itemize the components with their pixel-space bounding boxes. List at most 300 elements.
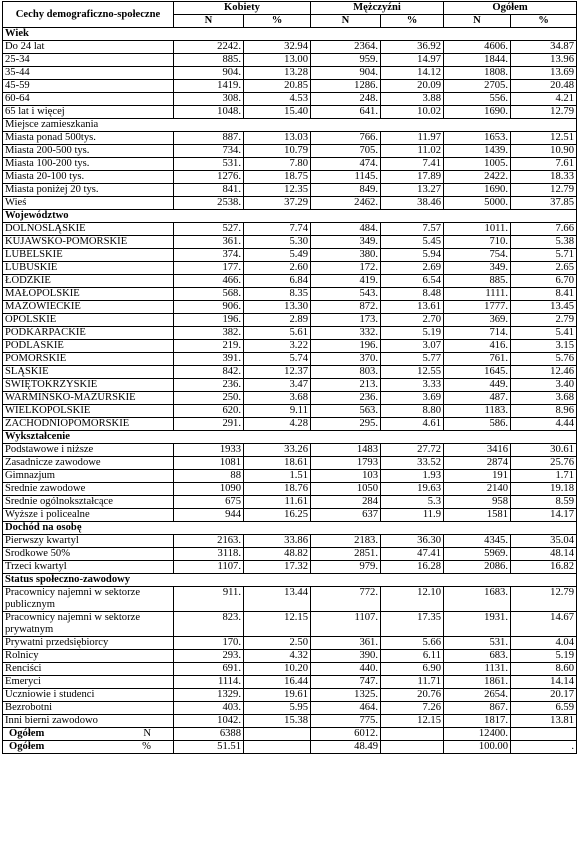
- table-row: [3, 301, 577, 314]
- row-value: 3.07: [381, 340, 444, 353]
- row-label: Bezrobotni: [3, 702, 174, 715]
- row-value: 17.89: [381, 171, 444, 184]
- row-value: 1081: [174, 457, 244, 470]
- row-value: 7.80: [244, 158, 311, 171]
- row-label: ŁÓDZKIE: [3, 275, 174, 288]
- row-value: 7.41: [381, 158, 444, 171]
- row-value: 1.93: [381, 470, 444, 483]
- row-label: Gimnazjum: [3, 470, 174, 483]
- row-value: 361.: [174, 236, 244, 249]
- row-value: 3.68: [244, 392, 311, 405]
- row-value: 3.88: [381, 93, 444, 106]
- row-label: LUBELSKIE: [3, 249, 174, 262]
- row-value: 170.: [174, 637, 244, 650]
- row-value: 14.14: [511, 676, 577, 689]
- row-value: 675: [174, 496, 244, 509]
- row-value: 2.60: [244, 262, 311, 275]
- row-label: WARMIŃSKO-MAZURSKIE: [3, 392, 174, 405]
- row-label: Środkowe 50%: [3, 548, 174, 561]
- row-label: Miasta 20-100 tys.: [3, 171, 174, 184]
- row-value: 5.49: [244, 249, 311, 262]
- row-value: 1048.: [174, 106, 244, 119]
- row-value: 1131.: [444, 663, 511, 676]
- row-value: 32.94: [244, 41, 311, 54]
- row-value: 12.51: [511, 132, 577, 145]
- row-value: 4.61: [381, 418, 444, 431]
- totals-value: 6012.: [311, 728, 381, 741]
- section-title: Status społeczno-zawodowy: [3, 574, 577, 587]
- header-group-women: Kobiety: [174, 2, 311, 15]
- row-value: 11.9: [381, 509, 444, 522]
- row-value: 1690.: [444, 106, 511, 119]
- row-value: 714.: [444, 327, 511, 340]
- row-label: ŚLĄSKIE: [3, 366, 174, 379]
- row-value: 380.: [311, 249, 381, 262]
- row-value: 6.84: [244, 275, 311, 288]
- row-label: Średnie ogólnokształcące: [3, 496, 174, 509]
- row-value: 4345.: [444, 535, 511, 548]
- row-label: 65 lat i więcej: [3, 106, 174, 119]
- row-value: 13.03: [244, 132, 311, 145]
- row-label: Pracownicy najemni w sektorze publicznym: [3, 587, 174, 612]
- row-value: 1.51: [244, 470, 311, 483]
- row-value: 2851.: [311, 548, 381, 561]
- row-value: 12.79: [511, 587, 577, 612]
- row-value: 12.15: [244, 612, 311, 637]
- row-value: 2874: [444, 457, 511, 470]
- row-value: 5.77: [381, 353, 444, 366]
- row-value: 563.: [311, 405, 381, 418]
- row-value: 12.15: [381, 715, 444, 728]
- totals-value: 12400.: [444, 728, 511, 741]
- table-row: [3, 145, 577, 158]
- section-header-row: [3, 28, 577, 41]
- row-value: 391.: [174, 353, 244, 366]
- totals-value: 48.49: [311, 741, 381, 754]
- totals-label-text: Ogółem: [9, 728, 45, 739]
- row-value: 1793: [311, 457, 381, 470]
- row-value: 295.: [311, 418, 381, 431]
- row-value: 2462.: [311, 197, 381, 210]
- row-value: 484.: [311, 223, 381, 236]
- row-value: 1111.: [444, 288, 511, 301]
- table-row: [3, 197, 577, 210]
- row-value: 1419.: [174, 80, 244, 93]
- demographics-table: [2, 1, 577, 754]
- header-pct: %: [511, 15, 577, 28]
- row-label: 35-44: [3, 67, 174, 80]
- row-label: 25-34: [3, 54, 174, 67]
- row-value: 236.: [311, 392, 381, 405]
- row-value: 47.41: [381, 548, 444, 561]
- row-label: Miasta ponad 500tys.: [3, 132, 174, 145]
- row-value: 2.79: [511, 314, 577, 327]
- row-value: 2654.: [444, 689, 511, 702]
- section-title: Dochód na osobę: [3, 522, 577, 535]
- row-label: Emeryci: [3, 676, 174, 689]
- row-value: 196.: [311, 340, 381, 353]
- row-label: Inni bierni zawodowo: [3, 715, 174, 728]
- row-value: 236.: [174, 379, 244, 392]
- row-value: 2538.: [174, 197, 244, 210]
- header-row-groups: [3, 2, 577, 15]
- totals-label-text: Ogółem: [9, 741, 45, 752]
- row-value: 374.: [174, 249, 244, 262]
- row-value: 1329.: [174, 689, 244, 702]
- row-label: Miasta 100-200 tys.: [3, 158, 174, 171]
- table-row: [3, 509, 577, 522]
- row-value: 3.40: [511, 379, 577, 392]
- table-row: [3, 650, 577, 663]
- table-row: [3, 223, 577, 236]
- totals-value: 6388: [174, 728, 244, 741]
- row-value: 772.: [311, 587, 381, 612]
- row-value: 5.30: [244, 236, 311, 249]
- row-value: 5.19: [511, 650, 577, 663]
- row-value: 1107.: [174, 561, 244, 574]
- row-label: Trzeci kwartyl: [3, 561, 174, 574]
- table-row: [3, 715, 577, 728]
- row-label: LUBUSKIE: [3, 262, 174, 275]
- row-value: 691.: [174, 663, 244, 676]
- section-title: Wykształcenie: [3, 431, 577, 444]
- table-row: [3, 353, 577, 366]
- row-value: 1011.: [444, 223, 511, 236]
- row-value: 842.: [174, 366, 244, 379]
- row-value: 1114.: [174, 676, 244, 689]
- row-value: 5.3: [381, 496, 444, 509]
- row-value: 3.22: [244, 340, 311, 353]
- header-n: N: [174, 15, 244, 28]
- table-row: [3, 457, 577, 470]
- row-value: 1286.: [311, 80, 381, 93]
- row-value: 191: [444, 470, 511, 483]
- row-value: 944: [174, 509, 244, 522]
- row-label: MAZOWIECKIE: [3, 301, 174, 314]
- row-value: 2086.: [444, 561, 511, 574]
- row-value: 1817.: [444, 715, 511, 728]
- row-value: 1683.: [444, 587, 511, 612]
- section-title: Wiek: [3, 28, 577, 41]
- table-row: [3, 132, 577, 145]
- row-value: 12.10: [381, 587, 444, 612]
- row-value: 13.81: [511, 715, 577, 728]
- row-value: 13.00: [244, 54, 311, 67]
- row-value: 5.45: [381, 236, 444, 249]
- totals-value: [381, 741, 444, 754]
- row-value: 18.61: [244, 457, 311, 470]
- row-value: 2140: [444, 483, 511, 496]
- section-header-row: [3, 431, 577, 444]
- row-value: 1276.: [174, 171, 244, 184]
- row-value: 2.50: [244, 637, 311, 650]
- row-value: 911.: [174, 587, 244, 612]
- row-value: 15.38: [244, 715, 311, 728]
- row-value: 416.: [444, 340, 511, 353]
- row-value: 1777.: [444, 301, 511, 314]
- row-value: 754.: [444, 249, 511, 262]
- row-value: 103: [311, 470, 381, 483]
- row-value: 531.: [174, 158, 244, 171]
- row-label: POMORSKIE: [3, 353, 174, 366]
- row-value: 2.89: [244, 314, 311, 327]
- table-row: [3, 41, 577, 54]
- row-value: 464.: [311, 702, 381, 715]
- row-value: 2.69: [381, 262, 444, 275]
- row-value: 556.: [444, 93, 511, 106]
- row-value: 6.54: [381, 275, 444, 288]
- row-label: Do 24 lat: [3, 41, 174, 54]
- row-value: 2.65: [511, 262, 577, 275]
- row-value: 1931.: [444, 612, 511, 637]
- row-value: 11.02: [381, 145, 444, 158]
- table-row: [3, 379, 577, 392]
- row-value: 13.96: [511, 54, 577, 67]
- row-label: Rolnicy: [3, 650, 174, 663]
- row-value: 13.45: [511, 301, 577, 314]
- row-value: 20.17: [511, 689, 577, 702]
- row-value: 734.: [174, 145, 244, 158]
- row-value: 1844.: [444, 54, 511, 67]
- totals-label: [3, 741, 174, 754]
- row-label: Miasta 200-500 tys.: [3, 145, 174, 158]
- row-label: ZACHODNIOPOMORSKIE: [3, 418, 174, 431]
- row-value: 7.74: [244, 223, 311, 236]
- row-value: 4.28: [244, 418, 311, 431]
- row-value: 8.59: [511, 496, 577, 509]
- row-label: Pierwszy kwartyl: [3, 535, 174, 548]
- row-value: 1483: [311, 444, 381, 457]
- row-value: 5.71: [511, 249, 577, 262]
- table-row: [3, 106, 577, 119]
- row-value: 11.71: [381, 676, 444, 689]
- row-value: 172.: [311, 262, 381, 275]
- row-value: 16.44: [244, 676, 311, 689]
- row-value: 1581: [444, 509, 511, 522]
- table-row: [3, 327, 577, 340]
- row-value: 2163.: [174, 535, 244, 548]
- table-row: [3, 67, 577, 80]
- table-row: [3, 158, 577, 171]
- row-value: 1090: [174, 483, 244, 496]
- row-value: 37.29: [244, 197, 311, 210]
- totals-value: [381, 728, 444, 741]
- table-row: [3, 689, 577, 702]
- row-value: 14.12: [381, 67, 444, 80]
- row-value: 885.: [444, 275, 511, 288]
- totals-value: .: [511, 741, 577, 754]
- row-value: 19.18: [511, 483, 577, 496]
- row-value: 3.69: [381, 392, 444, 405]
- table-row: [3, 496, 577, 509]
- row-value: 13.61: [381, 301, 444, 314]
- row-value: 48.14: [511, 548, 577, 561]
- table-row: [3, 663, 577, 676]
- row-value: 5.61: [244, 327, 311, 340]
- row-value: 403.: [174, 702, 244, 715]
- row-value: 19.61: [244, 689, 311, 702]
- row-value: 36.30: [381, 535, 444, 548]
- row-value: 11.97: [381, 132, 444, 145]
- header-n: N: [311, 15, 381, 28]
- row-value: 1042.: [174, 715, 244, 728]
- row-value: 904.: [174, 67, 244, 80]
- row-value: 390.: [311, 650, 381, 663]
- row-value: 1861.: [444, 676, 511, 689]
- totals-value: [511, 728, 577, 741]
- totals-value: 51.51: [174, 741, 244, 754]
- header-group-total: Ogółem: [444, 2, 577, 15]
- row-label: Zasadnicze zawodowe: [3, 457, 174, 470]
- row-value: 1645.: [444, 366, 511, 379]
- section-header-row: [3, 119, 577, 132]
- row-value: 3416: [444, 444, 511, 457]
- header-n: N: [444, 15, 511, 28]
- row-value: 887.: [174, 132, 244, 145]
- table-row: [3, 483, 577, 496]
- row-value: 88: [174, 470, 244, 483]
- row-value: 7.66: [511, 223, 577, 236]
- row-value: 219.: [174, 340, 244, 353]
- row-value: 1005.: [444, 158, 511, 171]
- row-value: 213.: [311, 379, 381, 392]
- row-value: 4.04: [511, 637, 577, 650]
- row-value: 13.30: [244, 301, 311, 314]
- row-value: 1808.: [444, 67, 511, 80]
- table-row: [3, 366, 577, 379]
- row-value: 5969.: [444, 548, 511, 561]
- row-value: 6.90: [381, 663, 444, 676]
- row-value: 7.57: [381, 223, 444, 236]
- table-row: [3, 702, 577, 715]
- row-value: 7.61: [511, 158, 577, 171]
- row-value: 1107.: [311, 612, 381, 637]
- table-row: [3, 612, 577, 637]
- row-value: 2422.: [444, 171, 511, 184]
- row-value: 15.40: [244, 106, 311, 119]
- row-value: 775.: [311, 715, 381, 728]
- section-title: Miejsce zamieszkania: [3, 119, 577, 132]
- row-value: 18.33: [511, 171, 577, 184]
- table-row: [3, 470, 577, 483]
- table-row: [3, 184, 577, 197]
- row-value: 5.94: [381, 249, 444, 262]
- totals-unit: %: [142, 741, 151, 752]
- row-value: 1.71: [511, 470, 577, 483]
- table-row: [3, 262, 577, 275]
- row-value: 568.: [174, 288, 244, 301]
- row-value: 8.48: [381, 288, 444, 301]
- row-value: 1325.: [311, 689, 381, 702]
- table-row: [3, 340, 577, 353]
- row-label: ŚWIĘTOKRZYSKIE: [3, 379, 174, 392]
- row-value: 5.76: [511, 353, 577, 366]
- row-value: 17.35: [381, 612, 444, 637]
- row-label: WIELKOPOLSKIE: [3, 405, 174, 418]
- table-row: [3, 171, 577, 184]
- row-value: 872.: [311, 301, 381, 314]
- row-value: 979.: [311, 561, 381, 574]
- row-label: Wyższe i policealne: [3, 509, 174, 522]
- row-value: 6.11: [381, 650, 444, 663]
- section-title: Województwo: [3, 210, 577, 223]
- row-label: PODKARPACKIE: [3, 327, 174, 340]
- row-value: 10.79: [244, 145, 311, 158]
- row-value: 5000.: [444, 197, 511, 210]
- table-row: [3, 561, 577, 574]
- totals-value: [244, 728, 311, 741]
- row-value: 16.82: [511, 561, 577, 574]
- row-value: 38.46: [381, 197, 444, 210]
- row-value: 19.63: [381, 483, 444, 496]
- row-value: 3118.: [174, 548, 244, 561]
- row-value: 466.: [174, 275, 244, 288]
- row-value: 586.: [444, 418, 511, 431]
- row-label: KUJAWSKO-POMORSKIE: [3, 236, 174, 249]
- row-value: 2183.: [311, 535, 381, 548]
- row-value: 5.95: [244, 702, 311, 715]
- row-value: 349.: [311, 236, 381, 249]
- row-value: 2705.: [444, 80, 511, 93]
- row-value: 620.: [174, 405, 244, 418]
- row-value: 9.11: [244, 405, 311, 418]
- row-label: Wieś: [3, 197, 174, 210]
- table-row: [3, 80, 577, 93]
- row-label: OPOLSKIE: [3, 314, 174, 327]
- table-row: [3, 444, 577, 457]
- row-value: 14.67: [511, 612, 577, 637]
- row-value: 332.: [311, 327, 381, 340]
- row-value: 959.: [311, 54, 381, 67]
- row-label: Podstawowe i niższe: [3, 444, 174, 457]
- totals-row: [3, 728, 577, 741]
- row-value: 531.: [444, 637, 511, 650]
- row-label: MAŁOPOLSKIE: [3, 288, 174, 301]
- row-value: 8.80: [381, 405, 444, 418]
- row-value: 5.66: [381, 637, 444, 650]
- totals-unit: N: [143, 728, 151, 739]
- row-value: 10.20: [244, 663, 311, 676]
- row-value: 13.27: [381, 184, 444, 197]
- row-value: 803.: [311, 366, 381, 379]
- row-value: 13.69: [511, 67, 577, 80]
- row-value: 849.: [311, 184, 381, 197]
- row-value: 284: [311, 496, 381, 509]
- row-value: 361.: [311, 637, 381, 650]
- row-value: 8.41: [511, 288, 577, 301]
- row-value: 1050: [311, 483, 381, 496]
- row-value: 12.35: [244, 184, 311, 197]
- table-row: [3, 392, 577, 405]
- row-value: 4.32: [244, 650, 311, 663]
- row-value: 12.37: [244, 366, 311, 379]
- table-row: [3, 249, 577, 262]
- totals-value: [244, 741, 311, 754]
- row-value: 4.21: [511, 93, 577, 106]
- row-label: 60-64: [3, 93, 174, 106]
- row-value: 10.90: [511, 145, 577, 158]
- row-value: 12.79: [511, 184, 577, 197]
- row-value: 37.85: [511, 197, 577, 210]
- header-group-men: Mężczyźni: [311, 2, 444, 15]
- row-value: 8.35: [244, 288, 311, 301]
- row-value: 8.96: [511, 405, 577, 418]
- row-value: 7.26: [381, 702, 444, 715]
- row-value: 761.: [444, 353, 511, 366]
- row-value: 1653.: [444, 132, 511, 145]
- row-value: 196.: [174, 314, 244, 327]
- table-row: [3, 314, 577, 327]
